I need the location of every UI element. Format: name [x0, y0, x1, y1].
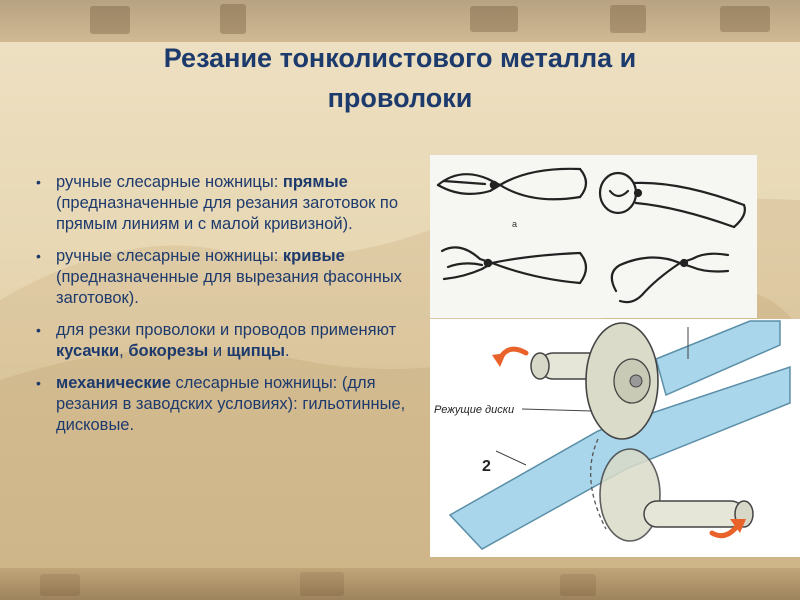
- side-cutters-icon: [612, 254, 728, 302]
- bullet-text: .: [284, 342, 290, 360]
- bullet-emphasis: прямые: [282, 173, 348, 191]
- figure-number-label: 2: [482, 458, 491, 475]
- bullet-text: ручные слесарные ножницы:: [56, 173, 283, 191]
- bullet-text: (предназначенные для резания заготовок по прямым линиям и с малой кривизной).: [56, 194, 399, 233]
- slide-title: [60, 38, 740, 118]
- title-line-1: Резание тонколистового металла и: [163, 43, 637, 73]
- bullet-emphasis: кривые: [282, 247, 345, 265]
- leader-line-number: [496, 451, 526, 465]
- bullet-text: ручные слесарные ножницы:: [56, 247, 283, 265]
- bullet-item-curved-shears: [30, 246, 430, 309]
- bullet-text: слесарные ножницы: (для резания в заводских условиях): гильотинные, дисковые.: [56, 374, 406, 434]
- hand-tools-illustration: [430, 155, 757, 318]
- disc-shears-drawing: [430, 319, 800, 557]
- curved-shears-icon: [442, 247, 586, 283]
- disc-shears-illustration: [430, 319, 800, 557]
- bullet-item-mechanical-shears: [30, 373, 430, 436]
- hand-tools-drawing: [430, 155, 757, 318]
- lower-shaft: [644, 501, 744, 527]
- bullet-icon: •: [36, 322, 41, 338]
- bullet-emphasis: щипцы: [226, 342, 285, 360]
- straight-shears-icon: [438, 169, 586, 199]
- tools-caption-label: а: [512, 219, 518, 229]
- bullet-emphasis: кусачки: [56, 342, 120, 360]
- bullet-icon: •: [36, 174, 41, 190]
- bullet-list: [30, 172, 430, 447]
- cutting-discs-label: Режущие диски: [434, 404, 515, 416]
- upper-shaft-end: [531, 353, 549, 379]
- lower-cutting-disc: [600, 449, 660, 541]
- bullet-text: для резки проволоки и проводов применяют: [56, 321, 397, 339]
- bullet-item-straight-shears: [30, 172, 430, 235]
- rotation-arrow-upper-head-icon: [492, 353, 506, 367]
- end-cutting-pincers-icon: [600, 173, 745, 227]
- upper-disc-bolt: [630, 375, 642, 387]
- title-line-2: проволоки: [327, 83, 473, 113]
- bullet-icon: •: [36, 248, 41, 264]
- bullet-emphasis: бокорезы: [128, 342, 209, 360]
- bullet-item-wire-cutters: [30, 320, 430, 362]
- bullet-emphasis: механические: [56, 374, 171, 392]
- bottom-decorative-band: [0, 568, 800, 600]
- bullet-text: ,: [119, 342, 129, 360]
- leader-line-discs: [522, 409, 592, 411]
- bullet-icon: •: [36, 375, 41, 391]
- bullet-text: и: [208, 342, 227, 360]
- bullet-text: (предназначенные для вырезания фасонных заготовок).: [56, 268, 402, 307]
